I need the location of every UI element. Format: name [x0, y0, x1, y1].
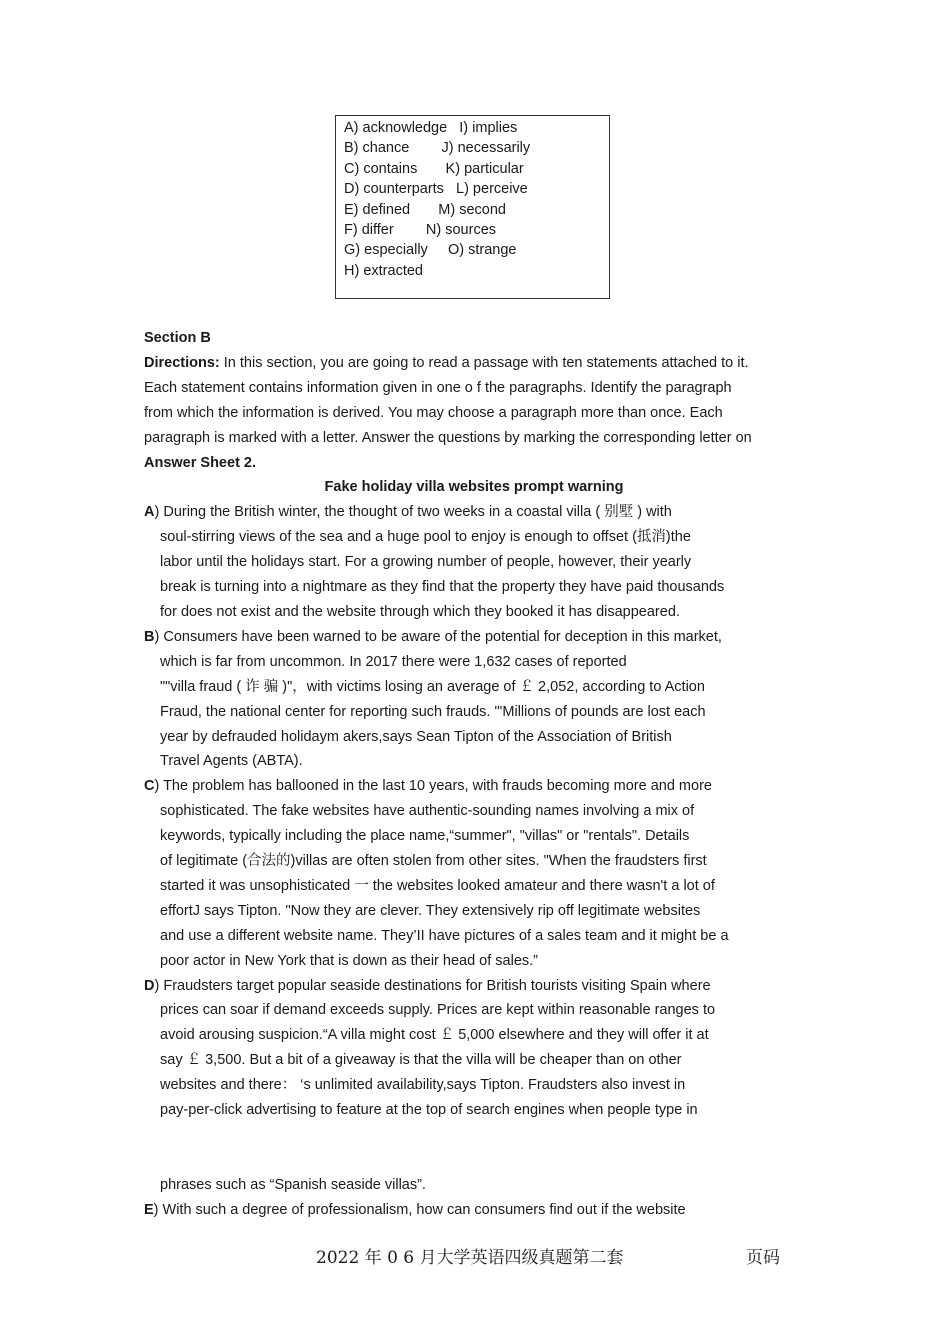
word-bank-box	[335, 115, 610, 299]
paragraph-text: ) The problem has ballooned in the last 10 years, with frauds becoming more and more	[154, 778, 712, 795]
directions-label: Directions:	[144, 354, 220, 371]
word-bank-row: A) acknowledge I) implies	[344, 120, 518, 136]
directions-text: In this section, you are going to read a passage with ten statements attached to it.	[219, 354, 749, 371]
paragraph-text: ) Consumers have been warned to be aware of the potential for deception in this market,	[154, 628, 722, 645]
paragraph-text: ) Fraudsters target popular seaside destinations for British tourists visiting Spain where	[154, 977, 711, 994]
paragraph-text: ) With such a degree of professionalism, how can consumers find out if the website	[153, 1201, 686, 1218]
paragraph-c-first-line	[144, 774, 804, 799]
paragraph-line: phrases such as “Spanish seaside villas”.	[160, 1177, 426, 1193]
paragraph-e-first-line	[144, 1198, 804, 1223]
paragraph-line: avoid arousing suspicion.“A villa might cost ￡ 5,000 elsewhere and they will offer it at	[160, 1027, 709, 1044]
directions-line: from which the information is derived. You may choose a paragraph more than once. Each	[144, 404, 723, 421]
paragraph-line: say ￡ 3,500. But a bit of a giveaway is that the villa will be cheaper than on other	[160, 1052, 682, 1069]
paragraph-line: Fraud, the national center for reporting such frauds. "'Millions of pounds are lost each	[160, 703, 706, 720]
directions-line: Each statement contains information given in one o f the paragraphs. Identify the paragraph	[144, 379, 732, 396]
passage-title: Fake holiday villa websites prompt warning	[324, 479, 624, 496]
word-bank-row: F) differ N) sources	[344, 222, 497, 239]
paragraph-a-first-line	[144, 500, 804, 525]
paragraph-letter: E	[144, 1201, 154, 1218]
paragraph-letter: A	[144, 504, 155, 521]
paragraph-letter: D	[144, 977, 155, 994]
directions-line: paragraph is marked with a letter. Answer the questions by marking the corresponding letter on	[144, 429, 752, 446]
paragraph-line: year by defrauded holidaym akers,says Sean Tipton of the Association of British	[160, 728, 672, 745]
paragraph-line: of legitimate (合法的)villas are often stolen from other sites. "When the fraudsters first	[160, 853, 707, 870]
page-number-label: 页码	[746, 1248, 780, 1268]
paragraph-line: for does not exist and the website through which they booked it has disappeared.	[160, 603, 680, 620]
paragraph-line: effortJ says Tipton. "Now they are clever. They extensively rip off legitimate websites	[160, 902, 701, 919]
paragraph-line: labor until the holidays start. For a growing number of people, however, their yearly	[160, 554, 692, 571]
paragraph-letter: C	[144, 778, 155, 795]
paragraph-line: ""villa fraud ( 诈 骗 )"，with victims losing an average of ￡ 2,052, according to Action	[160, 678, 705, 695]
directions-line	[144, 351, 804, 376]
word-bank-row: D) counterparts L) perceive	[344, 181, 528, 198]
paragraph-line: websites and there： ‘s unlimited availability,says Tipton. Fraudsters also invest in	[160, 1077, 686, 1094]
paragraph-line: break is turning into a nightmare as they find that the property they have paid thousands	[160, 579, 725, 596]
paragraph-line: keywords, typically including the place name,“summer", "villas" or "rentals". Details	[160, 828, 690, 845]
paragraph-line: poor actor in New York that is down as their head of sales.”	[160, 952, 539, 969]
word-bank-row: H) extracted	[344, 262, 423, 279]
word-bank-row: E) defined M) second	[344, 201, 506, 218]
paragraph-line: and use a different website name. They’II have pictures of a sales team and it might be a	[160, 927, 729, 944]
paragraph-line: prices can soar if demand exceeds supply. Prices are kept within reasonable ranges to	[160, 1002, 716, 1019]
paragraph-line: started it was unsophisticated 一 the websites looked amateur and there wasn't a lot of	[160, 877, 715, 894]
paragraph-line: which is far from uncommon. In 2017 there were 1,632 cases of reported	[160, 653, 627, 670]
page-footer: 2022 年 0 6 月大学英语四级真题第二套	[316, 1248, 624, 1268]
paragraph-letter: B	[144, 628, 155, 645]
paragraph-line: sophisticated. The fake websites have authentic-sounding names involving a mix of	[160, 803, 695, 820]
word-bank-row: B) chance J) necessarily	[344, 140, 531, 157]
word-bank-row: G) especially O) strange	[344, 242, 517, 259]
paragraph-text: ) During the British winter, the thought of two weeks in a coastal villa ( 别墅 ) with	[154, 504, 672, 521]
page-break-gap	[144, 1123, 804, 1173]
paragraph-d-first-line	[144, 974, 804, 999]
paragraph-b-first-line	[144, 625, 804, 650]
section-heading: Section B	[144, 330, 211, 346]
answer-sheet-label: Answer Sheet 2.	[144, 454, 257, 471]
paragraph-line: soul-stirring views of the sea and a huge pool to enjoy is enough to offset (抵消)the	[160, 529, 691, 546]
paragraph-line: Travel Agents (ABTA).	[160, 753, 303, 770]
passage-body	[144, 326, 804, 1223]
paragraph-line: pay-per-click advertising to feature at the top of search engines when people type in	[160, 1102, 698, 1119]
word-bank-row: C) contains K) particular	[344, 160, 524, 177]
